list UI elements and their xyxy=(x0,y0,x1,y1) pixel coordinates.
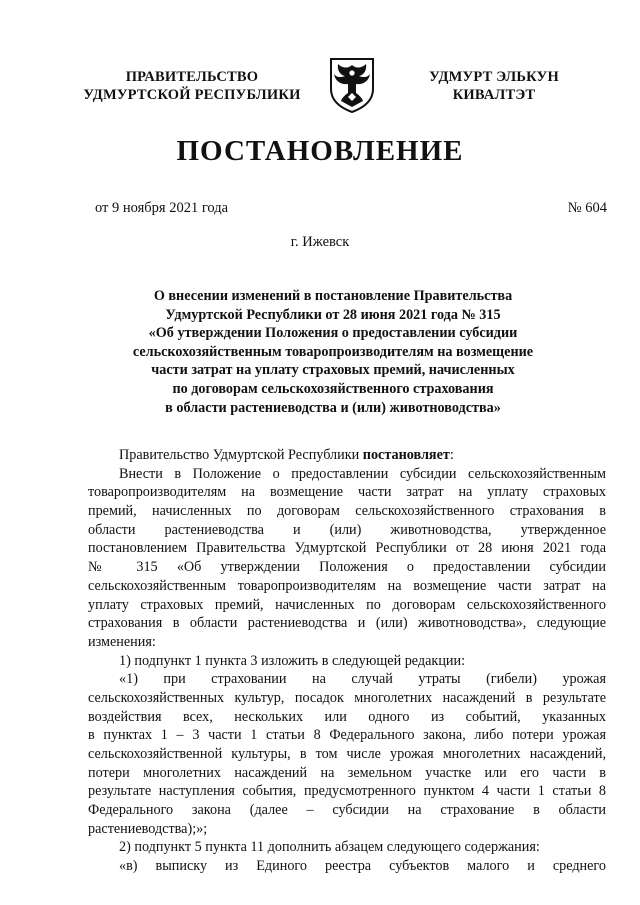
preamble-line xyxy=(88,446,606,465)
body-line: Внести в Положение о предоставлении субсидии сельскохозяйственным xyxy=(119,465,606,482)
body-line: «в) выписку из Единого реестра субъектов малого и среднего xyxy=(119,858,606,875)
header-right-line2: КИВАЛТЭТ xyxy=(452,87,536,103)
body-line: сельскохозяйственных культур, посадок многолетних насаждений в результате xyxy=(88,689,606,706)
udmurtia-coat-of-arms-icon xyxy=(327,55,377,113)
government-name-russian xyxy=(72,68,312,104)
document-subject xyxy=(95,287,571,417)
subject-line: О внесении изменений в постановление Правительства xyxy=(153,288,513,304)
subject-line: сельскохозяйственным товаропроизводителям на возмещение xyxy=(132,343,534,360)
document-body xyxy=(88,446,606,876)
header-left-line1: ПРАВИТЕЛЬСТВО xyxy=(125,69,259,85)
body-line: № 315 «Об утверждении Положения о предоставлении субсидии xyxy=(88,559,606,576)
subject-line: по договорам сельскохозяйственного страхования xyxy=(172,380,494,397)
body-line: товаропроизводителям на возмещение части затрат на уплату страховых xyxy=(88,484,606,501)
body-line: страхования в области растениеводства и (или) животноводства», следующие xyxy=(88,615,606,632)
body-line: 2) подпункт 5 пункта 11 дополнить абзацем следующего содержания: xyxy=(119,839,540,856)
body-line: воздействия всех, нескольких или одного из событий, указанных xyxy=(88,708,606,725)
subject-line: части затрат на уплату страховых премий, начисленных xyxy=(151,362,515,379)
body-line: растениеводства);»; xyxy=(88,820,208,837)
preamble-bold: постановляет xyxy=(362,447,450,463)
document-number: № 604 xyxy=(567,200,607,216)
document-date: от 9 ноября 2021 года xyxy=(95,200,229,216)
body-line: потери многолетних насаждений на земельном участке или его части в xyxy=(88,764,606,781)
body-line: «1) при страховании на случай утраты (гибели) урожая xyxy=(119,671,606,688)
subject-line: «Об утверждении Положения о предоставлении субсидии xyxy=(148,325,518,342)
body-line: результате наступления события, предусмотренного пунктом 4 части 1 статьи 8 xyxy=(88,783,606,800)
body-line: сельскохозяйственной культуры, в том числе урожая многолетних насаждений, xyxy=(88,746,606,762)
header-left-line2: УДМУРТСКОЙ РЕСПУБЛИКИ xyxy=(83,87,301,103)
body-line: изменения: xyxy=(88,633,156,650)
body-line: уплату страховых премий, начисленных по договорам сельскохозяйственного xyxy=(88,596,606,613)
preamble-text: Правительство Удмуртской Республики xyxy=(119,447,363,463)
header-right-line1: УДМУРТ ЭЛЬКУН xyxy=(429,69,559,85)
body-line: в пунктах 1 – 3 части 1 статьи 8 Федерального закона, либо потери урожая xyxy=(88,727,606,744)
document-title: ПОСТАНОВЛЕНИЕ xyxy=(176,135,464,167)
government-name-udmurt xyxy=(394,68,594,104)
document-city: г. Ижевск xyxy=(290,234,350,250)
subject-line: Удмуртской Республики от 28 июня 2021 года № 315 xyxy=(165,306,501,323)
body-line: постановлением Правительства Удмуртской Республики от 28 июня 2021 года xyxy=(88,540,606,557)
preamble-tail: : xyxy=(449,447,454,463)
subject-line: в области растениеводства и (или) животноводства» xyxy=(165,399,501,416)
body-line: 1) подпункт 1 пункта 3 изложить в следующей редакции: xyxy=(119,652,466,669)
body-line: области растениеводства и (или) животноводства, утвержденное xyxy=(88,521,606,538)
body-line: сельскохозяйственным товаропроизводителям на возмещение части затрат на xyxy=(88,577,606,594)
body-line: премий, начисленных по договорам сельскохозяйственного страхования в xyxy=(88,503,606,520)
body-line: Федерального закона (далее – субсидии на страхование в области xyxy=(88,802,606,819)
